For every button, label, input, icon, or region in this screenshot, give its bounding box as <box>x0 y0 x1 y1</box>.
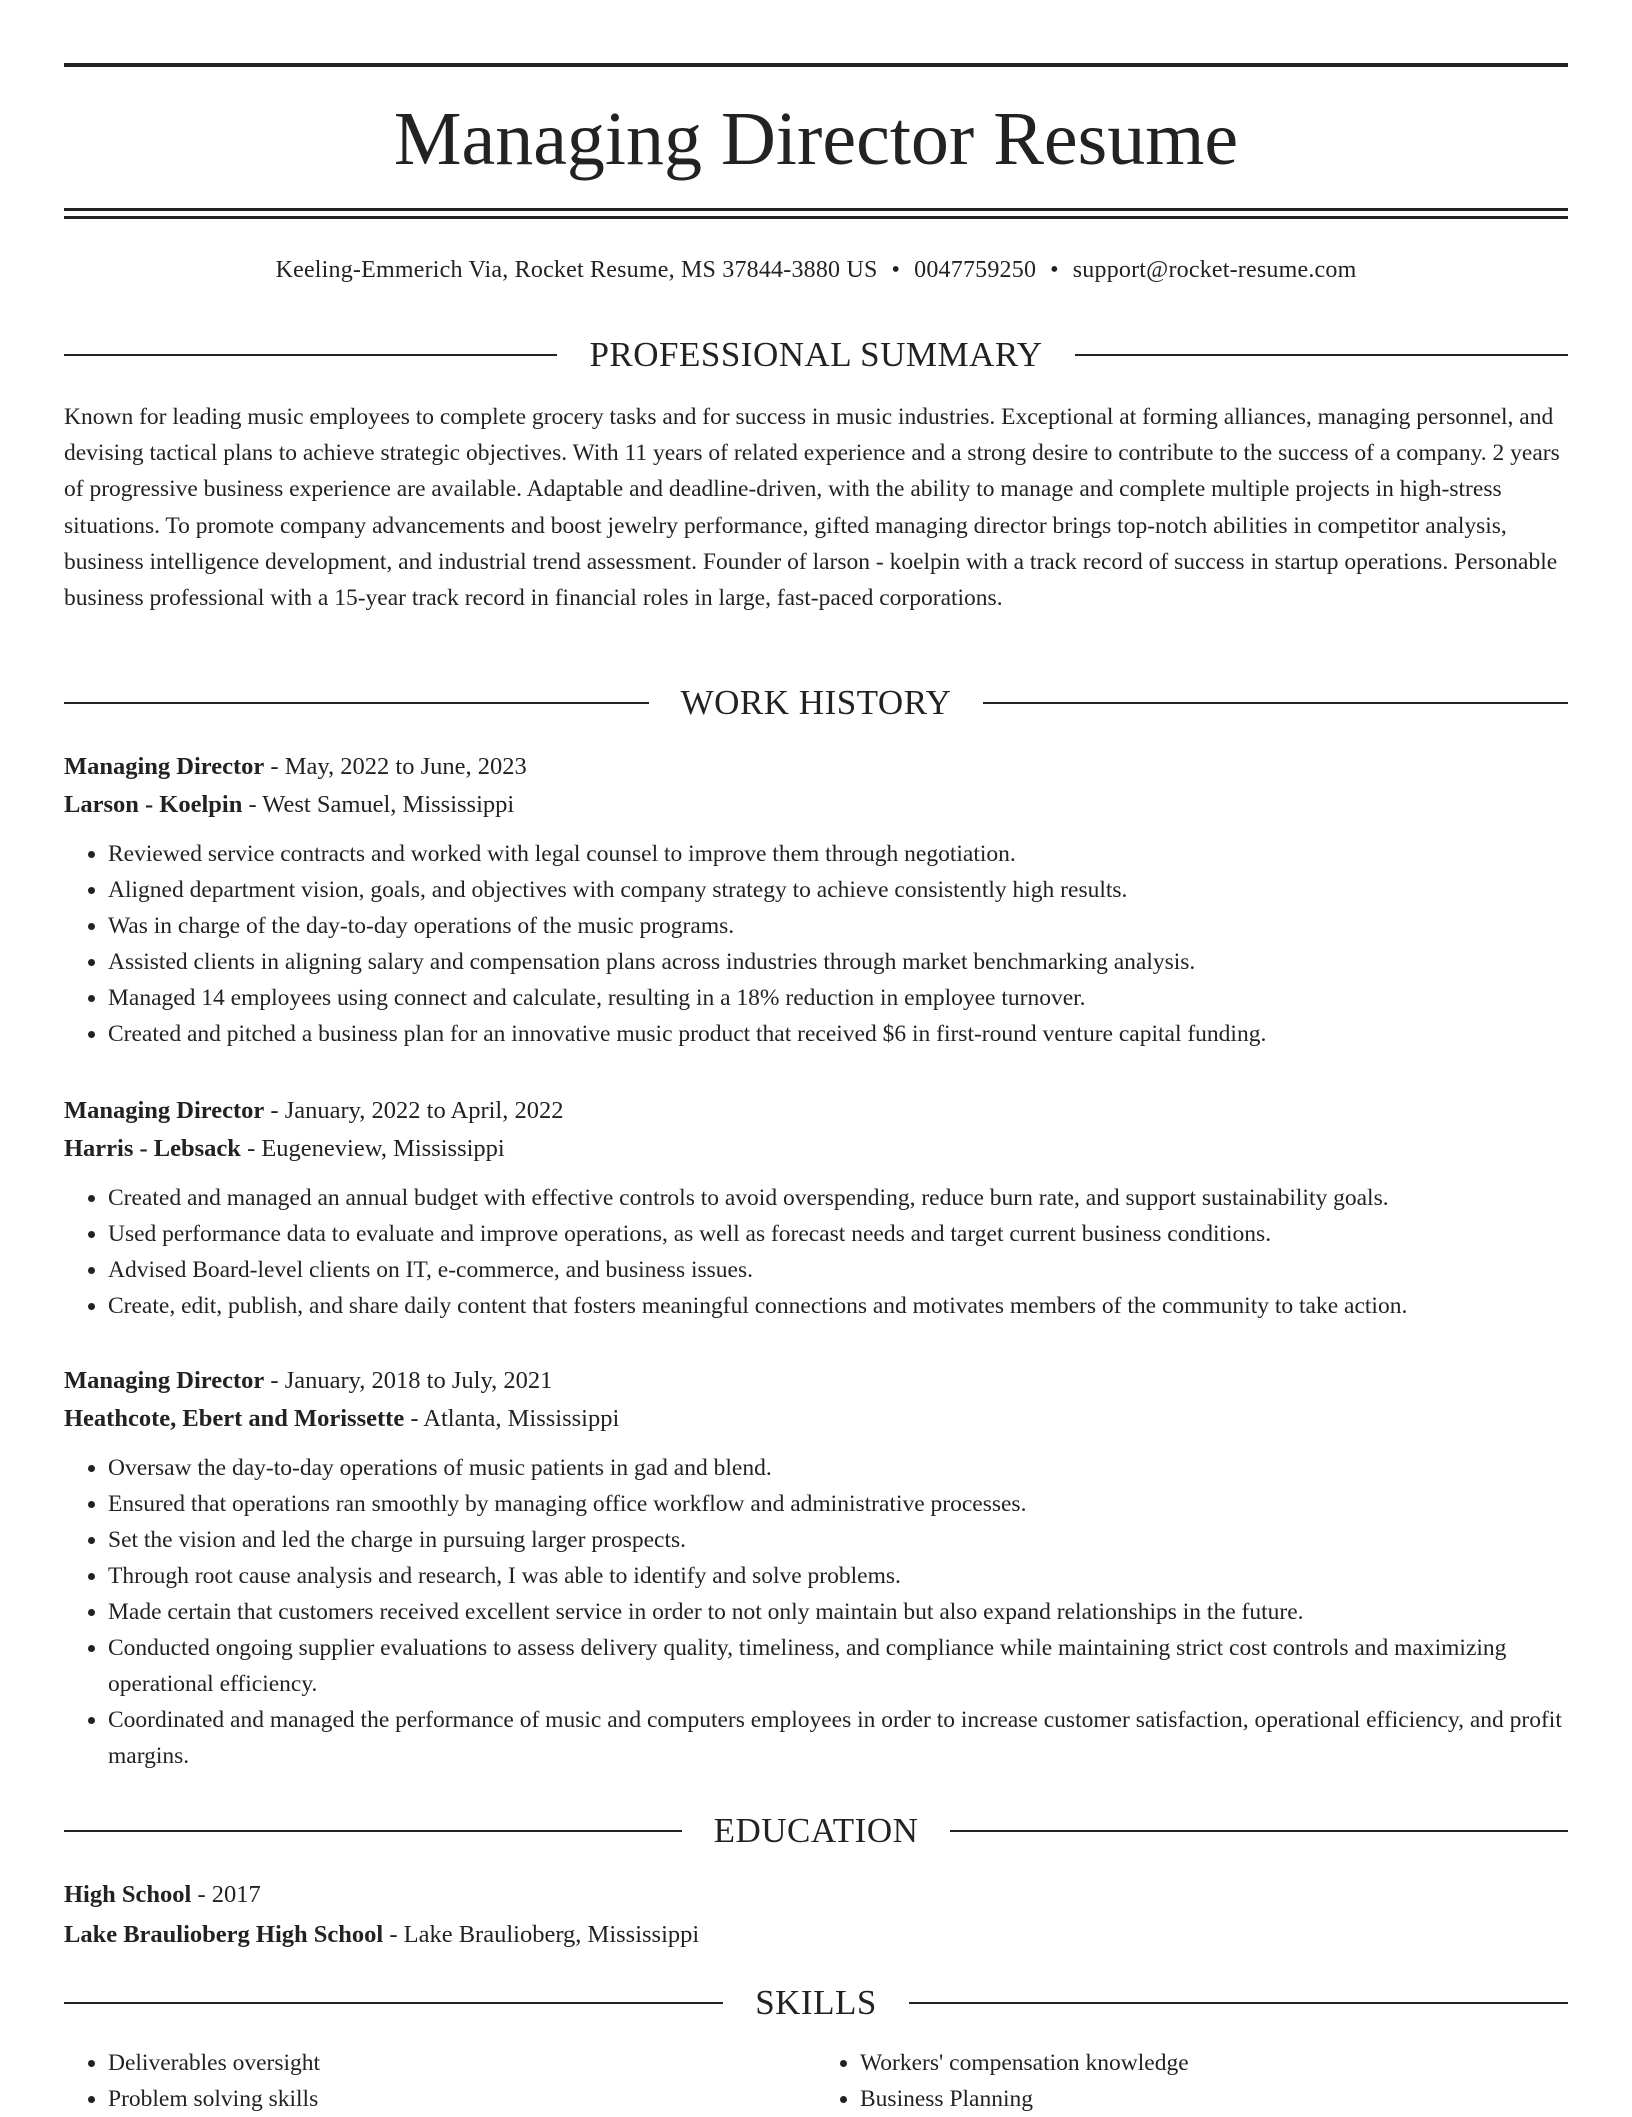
job-entry <box>64 1092 1568 1324</box>
job-bullets <box>64 836 1568 1052</box>
skill-item: • Deliverables oversight <box>108 2045 816 2081</box>
contact-phone: 0047759250 <box>914 257 1037 283</box>
contact-address: Keeling-Emmerich Via, Rocket Resume, MS 37844-3880 US <box>275 257 878 283</box>
contact-email[interactable]: support@rocket-resume.com <box>1072 257 1357 283</box>
job-bullet: • Created and pitched a business plan for an innovative music product that received $6 in first-round venture capital funding. <box>108 1016 1568 1052</box>
skill-item: • Problem solving skills <box>108 2081 816 2117</box>
job-company: Larson - Koelpin <box>64 791 243 818</box>
education-entry <box>64 1875 1568 1955</box>
header-double-rule-lower <box>64 216 1568 219</box>
section-heading-summary <box>64 332 1568 378</box>
job-bullet: • Was in charge of the day-to-day operations of the music programs. <box>108 908 1568 944</box>
skill-item: • Workers' compensation knowledge <box>860 2045 1568 2081</box>
job-title: Managing Director <box>64 1367 265 1394</box>
job-bullet: • Created and managed an annual budget with effective controls to avoid overspending, reduce burn rate, and support sustainability goals. <box>108 1180 1568 1216</box>
section-heading-skills <box>64 1980 1568 2026</box>
section-rule-right <box>950 1830 1568 1832</box>
education-school: Lake Braulioberg High School <box>64 1921 384 1948</box>
job-bullet: • Conducted ongoing supplier evaluations to assess delivery quality, timeliness, and compliance while maintaining strict cost controls and maximizing operational efficiency. <box>108 1630 1568 1702</box>
job-bullets <box>64 1450 1568 1774</box>
skill-item: • Business Planning <box>860 2081 1568 2117</box>
section-rule-left <box>64 702 649 704</box>
header-top-rule <box>64 63 1568 67</box>
section-title-work-history: WORK HISTORY <box>680 683 952 722</box>
section-heading-work-history <box>64 680 1568 726</box>
job-bullet: • Reviewed service contracts and worked with legal counsel to improve them through negotiation. <box>108 836 1568 872</box>
job-location: - West Samuel, Mississippi <box>242 791 515 818</box>
skills-list <box>64 2045 1568 2117</box>
job-bullet: • Used performance data to evaluate and improve operations, as well as forecast needs and target current business conditions. <box>108 1216 1568 1252</box>
skills-column-left <box>64 2045 816 2117</box>
header-double-rule-upper <box>64 208 1568 211</box>
job-bullet: • Assisted clients in aligning salary and compensation plans across industries through market benchmarking analysis. <box>108 944 1568 980</box>
section-title-skills: SKILLS <box>755 1983 877 2022</box>
job-title-line <box>64 748 1568 786</box>
job-dates: - January, 2018 to July, 2021 <box>264 1367 553 1394</box>
skills-column-right <box>816 2045 1568 2117</box>
job-bullet: • Coordinated and managed the performance of music and computers employees in order to increase customer satisfaction, operational efficiency, and profit margins. <box>108 1702 1568 1774</box>
job-company: Harris - Lebsack <box>64 1135 241 1162</box>
section-title-education: EDUCATION <box>713 1811 919 1850</box>
job-bullet: • Ensured that operations ran smoothly by managing office workflow and administrative processes. <box>108 1486 1568 1522</box>
job-bullets <box>64 1180 1568 1324</box>
section-rule-left <box>64 2002 723 2004</box>
contact-line <box>64 252 1568 288</box>
education-degree: High School <box>64 1881 192 1908</box>
resume-title: Managing Director Resume <box>393 97 1239 181</box>
job-bullet: • Advised Board-level clients on IT, e-commerce, and business issues. <box>108 1252 1568 1288</box>
job-bullet: • Through root cause analysis and research, I was able to identify and solve problems. <box>108 1558 1568 1594</box>
contact-separator: • <box>1050 257 1059 283</box>
job-bullet: • Set the vision and led the charge in pursuing larger prospects. <box>108 1522 1568 1558</box>
job-title-line <box>64 1092 1568 1130</box>
job-dates: - May, 2022 to June, 2023 <box>264 753 527 780</box>
job-bullet: • Made certain that customers received excellent service in order to not only maintain but also expand relationships in the future. <box>108 1594 1568 1630</box>
job-location: - Eugeneview, Mississippi <box>240 1135 505 1162</box>
section-rule-left <box>64 354 557 356</box>
job-bullet: • Managed 14 employees using connect and calculate, resulting in a 18% reduction in employee turnover. <box>108 980 1568 1016</box>
job-company-line <box>64 786 1568 824</box>
job-entry <box>64 1362 1568 1774</box>
job-location: - Atlanta, Mississippi <box>404 1405 620 1432</box>
education-location: - Lake Braulioberg, Mississippi <box>383 1921 700 1948</box>
section-heading-education <box>64 1808 1568 1854</box>
contact-separator: • <box>891 257 901 283</box>
education-degree-line <box>64 1875 1568 1915</box>
job-company-line <box>64 1400 1568 1438</box>
job-dates: - January, 2022 to April, 2022 <box>264 1097 564 1124</box>
job-title-line <box>64 1362 1568 1400</box>
section-rule-right <box>909 2002 1568 2004</box>
section-rule-right <box>1075 354 1568 356</box>
job-bullet: • Aligned department vision, goals, and objectives with company strategy to achieve consistently high results. <box>108 872 1568 908</box>
section-title-summary: PROFESSIONAL SUMMARY <box>589 335 1043 374</box>
section-rule-left <box>64 1830 682 1832</box>
summary-text: Known for leading music employees to complete grocery tasks and for success in music industries. Exceptional at forming alliances, managing personnel, and devising tactical plans to achieve strategic objectives. With 11 years of related experience and a strong desire to contribute to the success of a company. 2 years of progressive business experience are available. Adaptable and deadline-driven, with the ability to manage and complete multiple projects in high-stress situations. To promote company advancements and boost jewelry performance, gifted managing director brings top-notch abilities in competitor analysis, business intelligence development, and industrial trend assessment. Founder of larson - koelpin with a track record of success in startup operations. Personable business professional with a 15-year track record in financial roles in large, fast-paced corporations. <box>64 404 1560 612</box>
education-year: - 2017 <box>191 1881 261 1908</box>
section-rule-right <box>983 702 1568 704</box>
job-entry <box>64 748 1568 1052</box>
job-title: Managing Director <box>64 753 265 780</box>
education-school-line <box>64 1915 1568 1955</box>
job-bullet: • Create, edit, publish, and share daily content that fosters meaningful connections and motivates members of the community to take action. <box>108 1288 1568 1324</box>
job-bullet: • Oversaw the day-to-day operations of music patients in gad and blend. <box>108 1450 1568 1486</box>
job-title: Managing Director <box>64 1097 265 1124</box>
job-company-line <box>64 1130 1568 1168</box>
job-company: Heathcote, Ebert and Morissette <box>64 1405 405 1432</box>
